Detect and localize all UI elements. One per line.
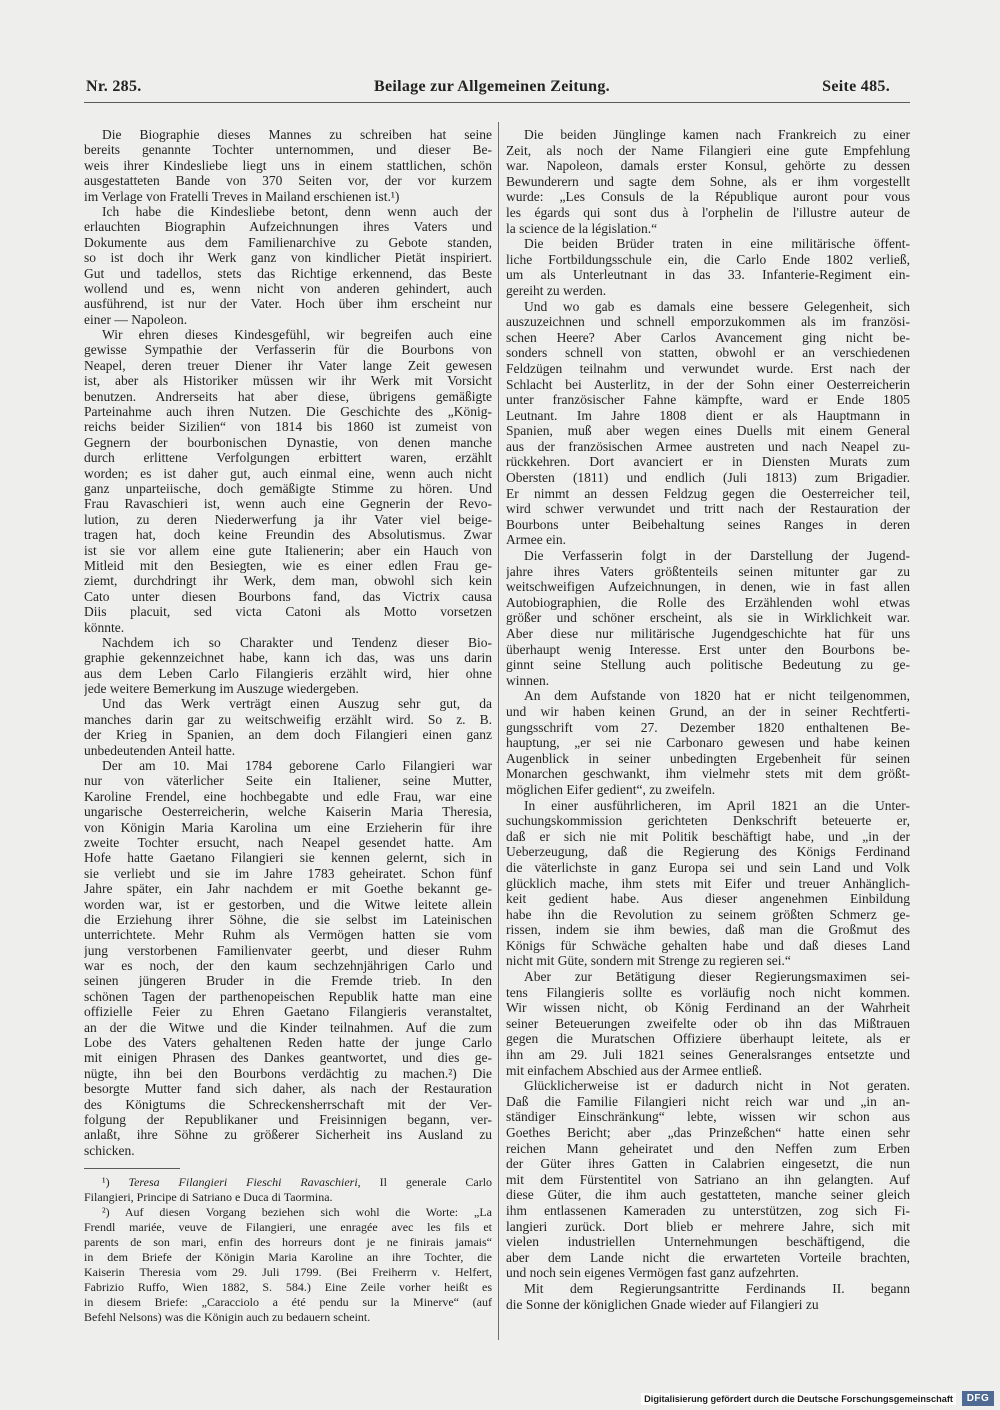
text-line: Ich habe die Kindesliebe betont, denn wenn auch der	[102, 203, 492, 219]
text-line: überhaupt wenig Interesse. Erst unter den Bourbons be-	[506, 641, 910, 657]
text-line: reichs beider Sizilien“ von 1814 bis 1860 ist zumeist von	[84, 419, 492, 435]
text-line: in diesem Briefe: „Caracciolo a été pendu sur la Minerve“ (auf	[84, 1295, 492, 1309]
text-line: Ueberzeugung, daß die Regierung des Königs Ferdinand	[506, 844, 910, 860]
text-line: durch erlittene Verfolgungen erbittert waren, erzählt	[84, 450, 492, 466]
paragraph	[506, 548, 910, 688]
text-line: rissen, indem sie ihm bewies, daß man die Großmut des	[506, 922, 910, 938]
text-line: hauptung, „er sei nie Carbonaro gewesen und habe keinen	[506, 735, 910, 751]
text-line: und wir haben keinen Grund, an der in seiner Rechtferti-	[506, 703, 910, 719]
text-line: mit einfachem Abschied aus der Armee entließ.	[506, 1062, 763, 1078]
text-line: worden; es ist daher gut, auch einmal eine, wenn auch nicht	[84, 465, 492, 481]
text-line: liche Fortbildungsschule ein, die Carlo Ende 1802 verließ,	[506, 251, 910, 267]
text-line: Karoline Frendel, eine hochbegabte und edle Frau, war eine	[84, 788, 492, 804]
text-line: Bourbons unter Beibehaltung seines Ranges in deren	[506, 516, 910, 532]
text-line: erlauchten Biographin Aufzeichnungen ihres Vaters und	[84, 219, 492, 235]
text-line: Feldzügen teilnahm und verwundet wurde. Erst nach der	[506, 360, 910, 376]
text-line: aus der französischen Armee austreten und nach Neapel zu-	[506, 438, 910, 454]
text-line: wird schwer verwundet und tritt nach der Restauration der	[506, 501, 910, 517]
text-line: gungsschrift vom 27. Dezember 1820 enthaltenen Be-	[506, 719, 910, 735]
text-line: Jahre später, ein Jahr nachdem er mit Goethe bekannt ge-	[84, 881, 492, 897]
text-line: Aber zur Betätigung dieser Regierungsmaximen sei-	[524, 969, 910, 985]
text-line: die Sonne der königlichen Gnade wieder auf Filangieri zu	[506, 1296, 819, 1312]
paragraph	[506, 299, 910, 549]
text-line: Frendl mariée, veuve de Filangieri, une enragée avec les fils et	[84, 1220, 492, 1234]
right-column	[506, 127, 910, 1312]
text-line: Befehl Nelsons) was die Königin auch zu bedauern scheint.	[84, 1310, 371, 1324]
text-line: ausführend, ist nur der Vater. Hoch über ihm erscheint nur	[84, 296, 492, 312]
text-line: Dokumente aus dem Familienarchive zu Gebote standen,	[84, 234, 492, 250]
text-line: seinen jüngeren Bruder in die Fremde trieb. In den	[84, 973, 492, 989]
text-line: Die Biographie dieses Mannes zu schreiben hat seine	[102, 127, 492, 142]
text-line: anlaßt, ihre Söhne zu größerer Sicherheit ins Ausland zu	[84, 1127, 492, 1143]
text-line: die väterlichste in ganz Europa sei und sein Land und Volk	[506, 859, 910, 875]
text-segment: , Il generale Carlo	[357, 1175, 492, 1189]
text-line: so ist doch ihr Werk ganz von kindlicher Pietät inspiriert.	[84, 250, 492, 266]
text-line: langieri zurück. Dort blieb er mehrere Jahre, sich mit	[506, 1218, 910, 1234]
text-line: bereits genannte Tochter unternommen, und dieser Be-	[84, 142, 492, 158]
text-line: an der die Witwe und die Kinder teilnahmen. Auf die zum	[84, 1019, 492, 1035]
paragraph	[84, 1205, 492, 1325]
text-line: manches darin gar zu weitschweifig erzählt wird. So z. B.	[84, 711, 492, 727]
text-line: Parteinahme auch ihren Nutzen. Die Geschichte des „König-	[84, 404, 492, 420]
text-line: ungarische Oesterreicherin, welche Kaiserin Maria Theresia,	[84, 804, 492, 820]
text-line: Monarchen geschwankt, ihm vielmehr stets mit dem größt-	[506, 766, 910, 782]
paragraph	[84, 1175, 492, 1205]
text-line: einer — Napoleon.	[84, 311, 188, 327]
text-line: Mitleid mit den Besiegten, wie es einer edlen Frau ge-	[84, 557, 492, 573]
text-line: les égards qui sont dus à l'orphelin de l'illustre auteur de	[506, 204, 910, 220]
text-line: unter französischer Fahne kämpfte, ward er Ende 1805	[506, 392, 910, 408]
paragraph	[506, 1281, 910, 1312]
text-line: gegen die Muratschen Offiziere überhaupt leitete, als er	[506, 1031, 910, 1047]
text-segment: ¹)	[102, 1175, 129, 1189]
text-line: nicht mit Güte, sondern mit Strenge zu regieren sei.“	[506, 953, 791, 969]
text-line: Filangieri, Principe di Satriano e Duca di Taormina.	[84, 1190, 333, 1204]
issue-number: Nr. 285.	[86, 78, 142, 95]
text-line: in dem Briefe der Königin Maria Karoline an ihre Tochter, die	[84, 1250, 492, 1264]
text-line: Neapel, deren treuer Diener ihr Vater lange Zeit gewesen	[84, 357, 492, 373]
text-line: winnen.	[506, 672, 550, 688]
text-line: Und wo gab es damals eine bessere Gelegenheit, sich	[524, 298, 910, 314]
text-line: daß er sich nie mit Politik beschäftigt habe, und „in der	[506, 828, 910, 844]
text-line: Autobiographien, die Rolle des Erzählenden wohl etwas	[506, 594, 910, 610]
text-line: lution, zu deren Niederwerfung ja ihr Vater viel beige-	[84, 511, 492, 527]
text-line: Zeit, als noch der Name Filangieri eine gute Empfehlung	[506, 142, 910, 158]
text-line	[84, 1175, 492, 1190]
text-line: ginnt seine Stellung auch politische Bedeutung zu ge-	[506, 657, 910, 673]
text-line: An dem Aufstande von 1820 hat er nicht teilgenommen,	[524, 688, 910, 704]
text-line: folgung der Republikaner und Freisinnigen begann, ver-	[84, 1112, 492, 1127]
paragraph	[506, 1078, 910, 1281]
paragraph	[84, 696, 492, 758]
text-line: Lobe des Vaters gehaltenen Reden hatte der junge Carlo	[84, 1035, 492, 1051]
text-line: weitschweifigen Aufzeichnungen, in denen, wie in fast allen	[506, 579, 910, 595]
text-line: zweite Tochter ersucht, nach Neapel gesendet hatte. Am	[84, 834, 492, 850]
text-line: könnte.	[84, 619, 125, 635]
text-line: Und das Werk verträgt einen Auszug sehr gut, da	[102, 696, 492, 712]
text-line: nur von väterlicher Seite ein Italiener, seine Mutter,	[84, 773, 492, 789]
text-line: Frau Ravaschieri ist, wenn auch eine Gegnerin der Revo-	[84, 496, 492, 512]
text-line: Der am 10. Mai 1784 geborene Carlo Filangieri war	[102, 758, 492, 774]
text-line: jung verstorbenen Familienvater geerbt, und dieser Ruhm	[84, 942, 492, 958]
text-line: besorgte Mutter fand sich daher, als nach der Restauration	[84, 1081, 492, 1097]
text-line: ziemt, durchdringt ihr Werk, dem man, obwohl sich kein	[84, 573, 492, 589]
header-rule	[84, 102, 910, 103]
text-line: reichen Mann geheiratet und den Neffen zum Erben	[506, 1140, 910, 1156]
text-line: schönen Tagen der parthenopeischen Republik hatte man eine	[84, 988, 492, 1004]
text-line: unterrichtete. Mehr Ruhm als Vermögen hatten sie vom	[84, 927, 492, 943]
text-line: Wir ehren dieses Kindesgefühl, wir begreifen auch eine	[102, 327, 492, 343]
text-line: die Erziehung ihrer Söhne, die sie selbst im Lateinischen	[84, 911, 492, 927]
text-line: ²) Auf diesen Vorgang beziehen sich wohl die Worte: „La	[102, 1205, 492, 1219]
dfg-logo: DFG	[962, 1391, 994, 1406]
text-line: schen Heere? Aber Carlos Avancement ging nicht be-	[506, 329, 910, 345]
text-line: diese Güter, die ihm auch gestatteten, manche seiner gleich	[506, 1187, 910, 1203]
text-line: Gegnern der bourbonischen Dynastie, von denen manche	[84, 434, 492, 450]
text-line: Nachdem ich so Charakter und Tendenz dieser Bio-	[102, 634, 492, 650]
text-line: graphie gekennzeichnet habe, kann ich das, was uns darin	[84, 650, 492, 666]
text-line: Armee ein.	[506, 532, 566, 548]
text-line: seiner Beteuerungen zweifelte oder ob ihn das Mißtrauen	[506, 1015, 910, 1031]
text-line: benutzen. Andrerseits hat aber diese, übrigens gemäßigte	[84, 388, 492, 404]
text-line: aber dem Lande nicht die erwarteten Vorteile brachten,	[506, 1249, 910, 1265]
text-line: des Königtums die Schreckensherrschaft mit der Ver-	[84, 1096, 492, 1112]
text-line: unbedeutenden Anteil hatte.	[84, 742, 236, 758]
text-line: Goethes Bericht; aber „das Prinzeßchen“ hatte einen sehr	[506, 1125, 910, 1140]
text-line: ihm entlassenen Kameraden zu unterstützen, zog sich Fi-	[506, 1202, 910, 1218]
text-line: worden war, ist er gestorben, und die Witwe leitete allein	[84, 896, 492, 912]
page-number: Seite 485.	[822, 78, 890, 95]
text-line: um als Unterleutnant in das 33. Infanterie-Regiment ein-	[506, 267, 910, 283]
text-line: Daß die Familie Filangieri nicht reich war und „in an-	[506, 1093, 910, 1109]
text-line: suchungskommission gerichteten Denkschrift beteuerte er,	[506, 813, 910, 829]
text-line: rückkehren. Dort avanciert er in Diensten Murats zum	[506, 454, 910, 470]
text-line: glücklich mache, ihm stets mit Eifer und treuer Anhänglich-	[506, 875, 910, 891]
text-line: sonders schnell von statten, obwohl er an verschiedenen	[506, 345, 910, 361]
text-line: tragen hat, doch keine Freundin des Absolutismus. Zwar	[84, 527, 492, 543]
text-line: offizielle Feier zu Ehren Gaetano Filangieris veranstaltet,	[84, 1004, 492, 1020]
paragraph	[506, 969, 910, 1078]
text-line: war. Napoleon, damals erster Konsul, gehörte zu dessen	[506, 158, 910, 174]
text-line: ist, aber als Historiker müssen wir ihr Werk mit Vorsicht	[84, 373, 492, 389]
text-line: gewisse Sympathie der Verfasserin für die Bourbons von	[84, 342, 492, 358]
text-line: Cato unter diesen Bourbons fand, das Victrix causa	[84, 588, 492, 604]
paragraph	[84, 758, 492, 1158]
footnote-rule	[84, 1168, 180, 1169]
text-line: Obersten (1811) und endlich (Juli 1813) zum Brigadier.	[506, 470, 910, 486]
text-line: Hofe hatte Gaetano Filangieri sie kennen gelernt, sich in	[84, 850, 492, 866]
text-line: der Güter ihres Gatten in Calabrien eingesetzt, die nun	[506, 1156, 910, 1172]
italic-book-title: Teresa Filangieri Fieschi Ravaschieri	[128, 1175, 358, 1189]
text-line: tens Filangieris sollte es vorläufig noch nicht kommen.	[506, 984, 910, 1000]
text-line: größer und schöner erscheint, als sie in Wirklichkeit war.	[506, 610, 910, 626]
text-line: war es noch, der den kaum sechzehnjährigen Carlo und	[84, 958, 492, 974]
text-line: keit gedient habe. Aus dieser angenehmen Einbildung	[506, 891, 910, 907]
text-line: wurde: „Les Consuls de la République auront pour vous	[506, 189, 910, 205]
paragraph	[506, 798, 910, 970]
text-line: Wir wissen nicht, ob König Ferdinand an der Wahrheit	[506, 1000, 910, 1016]
text-line: jede weitere Bemerkung im Auszuge wiedergeben.	[84, 681, 359, 697]
digitization-credit: Digitalisierung gefördert durch die Deutsche Forschungsgemeinschaft	[641, 1393, 956, 1405]
text-line: gereiht zu werden.	[506, 282, 607, 298]
paragraph	[506, 688, 910, 797]
text-line: parents de son mari, enfin des horreurs dont je ne finirais jamais“	[84, 1235, 492, 1249]
text-line: Königs für Schwäche gehalten habe und daß dieses Land	[506, 937, 910, 953]
text-line: auszuzeichnen und schnell emporzukommen als im französi-	[506, 314, 910, 330]
text-line: Mit dem Regierungsantritte Ferdinands II. begann	[524, 1280, 910, 1296]
text-line: vielen industriellen Unternehmungen beschäftigend, die	[506, 1234, 910, 1250]
text-line: ständiger Einschränkung“ lebte, wissen wir schon aus	[506, 1109, 910, 1125]
text-line: Glücklicherweise ist er dadurch nicht in Not geraten.	[524, 1078, 910, 1094]
text-line: Kaiserin Theresia vom 29. Juli 1799. (Bei Freiherrn v. Helfert,	[84, 1265, 492, 1279]
text-line: Schlacht bei Austerlitz, in der der Sohn einer Oesterreicherin	[506, 376, 910, 392]
text-line: der Krieg in Spanien, an dem doch Filangieri einen ganz	[84, 727, 492, 743]
text-line: Die beiden Brüder traten in eine militärische öffent-	[524, 236, 910, 252]
newspaper-title: Beilage zur Allgemeinen Zeitung.	[374, 78, 610, 95]
footnotes	[84, 1175, 492, 1325]
paragraph	[84, 327, 492, 635]
text-line: sie verliebt und sie im Jahre 1783 geheiratet. Schon fünf	[84, 865, 492, 881]
text-line: nügte, ihn bei den Bourbons verdächtig zu machen.²) Die	[84, 1065, 492, 1081]
text-line: Die Verfasserin folgt in der Darstellung der Jugend-	[524, 548, 910, 564]
text-line: Fabrizio Ruffo, Wien 1882, S. 584.) Eine Zeile vorher heißt es	[84, 1280, 492, 1294]
paragraph	[506, 127, 910, 236]
text-line: Gut und tadellos, stets das Richtige erkennend, das Beste	[84, 265, 492, 281]
text-line: im Verlage von Fratelli Treves in Mailand erschienen ist.¹)	[84, 188, 400, 204]
text-line: Spanien, muß aber wegen eines Duells mit einem General	[506, 423, 910, 439]
paragraph	[84, 635, 492, 697]
text-line: Leutnant. Im Jahre 1808 dient er als Hauptmann in	[506, 407, 910, 423]
text-line: aus dem Leben Carlo Filangieris erzählt wird, hier ohne	[84, 665, 492, 681]
text-line: mit einigen Phrasen des Dankes geantwortet, und dies ge-	[84, 1050, 492, 1066]
left-column	[84, 127, 492, 1158]
text-line: jahre ihres Vaters größtenteils seinen mitunter gar zu	[506, 563, 910, 579]
paragraph	[506, 236, 910, 298]
text-line: Diis placuit, sed victa Catoni als Motto vorsetzen	[84, 604, 492, 620]
text-line: Augenblick in seiner unbedingten Ergebenheit für seinen	[506, 750, 910, 766]
column-divider	[498, 122, 499, 1340]
text-line: und noch sein eigenes Vermögen fast ganz aufzehrten.	[506, 1265, 799, 1281]
text-line: wollend und es, wenn nicht von anderen gehindert, auch	[84, 280, 492, 296]
text-line: habe ihn die Revolution zu seinem größten Schmerz ge-	[506, 906, 910, 922]
text-line: ganz unparteiische, doch gemäßigte Stimme zu hören. Und	[84, 480, 492, 496]
text-line: ist sie vor allem eine gute Italienerin; aber ein Hauch von	[84, 542, 492, 558]
text-line: ausgestatteten Bande von 370 Seiten vor, der vor kurzem	[84, 173, 492, 189]
text-line: schicken.	[84, 1142, 135, 1158]
text-line: In einer ausführlicheren, im April 1821 an die Unter-	[524, 797, 910, 813]
text-line: Er nimmt an dessen Feldzug gegen die Oesterreicher teil,	[506, 485, 910, 501]
text-line: Aber diese nur militärische Jugendgeschichte hat für uns	[506, 626, 910, 641]
text-line: mit dem Fürstentitel von Satriano an ihn gelangten. Auf	[506, 1171, 910, 1187]
text-line: möglichen Eifer gedient“, zu zweifeln.	[506, 781, 716, 797]
text-line: la science de la législation.“	[506, 220, 658, 236]
text-line: von Königin Maria Karolina um eine Erzieherin für ihre	[84, 819, 492, 835]
paragraph	[84, 204, 492, 327]
text-line: Bewunderern und sagte dem Sohne, als er ihm vorgestellt	[506, 173, 910, 189]
paragraph	[84, 127, 492, 204]
text-line: weis ihrer Kindesliebe liegt uns in einem stattlichen, schön	[84, 157, 492, 173]
text-line: Die beiden Jünglinge kamen nach Frankreich zu einer	[524, 127, 910, 142]
text-line: ihn am 29. Juli 1821 seines Generalsranges entsetzte und	[506, 1047, 910, 1063]
